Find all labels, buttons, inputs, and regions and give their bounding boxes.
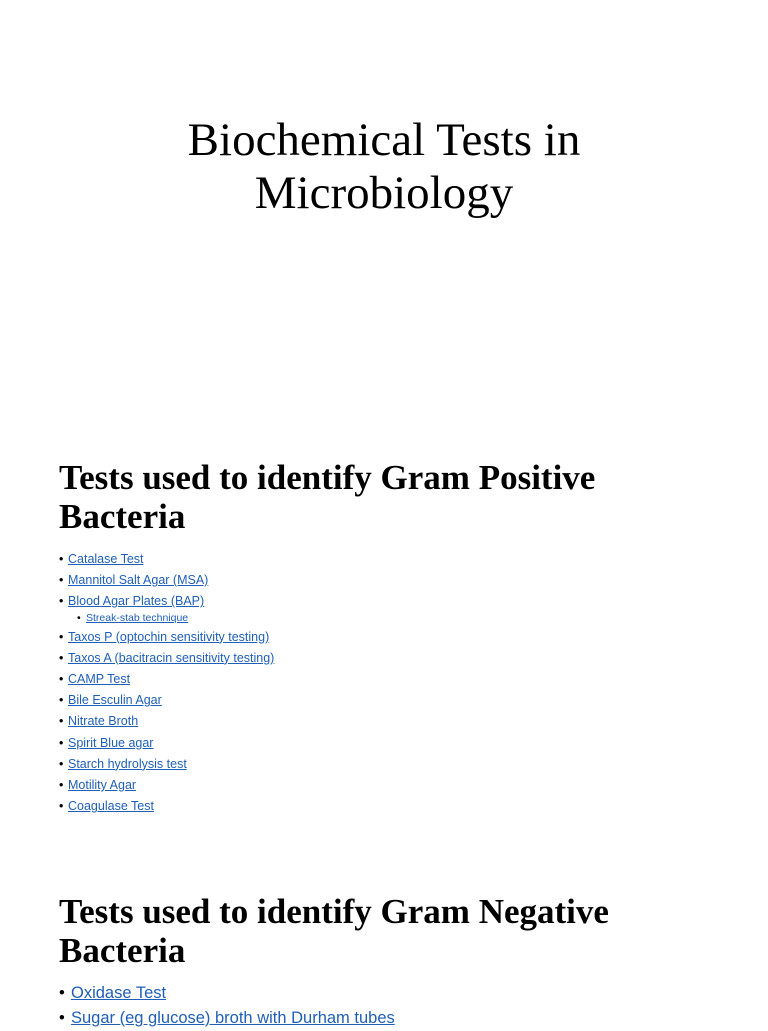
list-item <box>59 733 274 754</box>
list-item <box>59 981 395 1006</box>
mannitol-salt-agar-link[interactable]: Mannitol Salt Agar (MSA) <box>68 573 209 588</box>
gram-positive-heading <box>59 458 595 536</box>
list-item <box>59 669 274 690</box>
gram-positive-heading-line-2: Bacteria <box>59 497 186 536</box>
taxos-p-link[interactable]: Taxos P (optochin sensitivity testing) <box>68 629 270 644</box>
document-title <box>0 114 768 220</box>
list-item <box>59 690 274 711</box>
list-item <box>59 775 274 796</box>
spirit-blue-agar-link[interactable]: Spirit Blue agar <box>68 735 154 750</box>
bile-esculin-agar-link[interactable]: Bile Esculin Agar <box>68 693 162 708</box>
gram-positive-heading-line-1: Tests used to identify Gram Positive <box>59 458 596 497</box>
gram-negative-heading-line-1: Tests used to identify Gram Negative <box>59 892 609 931</box>
starch-hydrolysis-test-link[interactable]: Starch hydrolysis test <box>68 756 187 771</box>
list-item <box>59 796 274 817</box>
list-item <box>59 1006 395 1031</box>
blood-agar-plates-link[interactable]: Blood Agar Plates (BAP) <box>68 594 205 609</box>
list-item <box>59 627 274 648</box>
camp-test-link[interactable]: CAMP Test <box>68 672 131 687</box>
sub-list-item <box>77 610 274 626</box>
list-item <box>59 570 274 591</box>
streak-stab-technique-link[interactable]: Streak-stab technique <box>86 611 189 624</box>
gram-negative-heading <box>59 892 609 970</box>
motility-agar-link[interactable]: Motility Agar <box>68 778 137 793</box>
list-item <box>59 754 274 775</box>
list-item <box>59 711 274 732</box>
list-item <box>59 549 274 570</box>
oxidase-test-link[interactable]: Oxidase Test <box>71 984 167 1002</box>
gram-negative-heading-line-2: Bacteria <box>59 931 186 970</box>
coagulase-test-link[interactable]: Coagulase Test <box>68 799 154 814</box>
document-title-line-1: Biochemical Tests in <box>187 114 581 166</box>
nitrate-broth-link[interactable]: Nitrate Broth <box>68 714 139 729</box>
catalase-test-link[interactable]: Catalase Test <box>68 552 144 566</box>
document-title-line-2: Microbiology <box>254 167 514 219</box>
gram-positive-test-list <box>59 549 274 817</box>
sugar-broth-durham-tubes-link[interactable]: Sugar (eg glucose) broth with Durham tubes <box>71 1009 395 1027</box>
taxos-a-link[interactable]: Taxos A (bacitracin sensitivity testing) <box>68 650 275 665</box>
list-item <box>59 648 274 669</box>
